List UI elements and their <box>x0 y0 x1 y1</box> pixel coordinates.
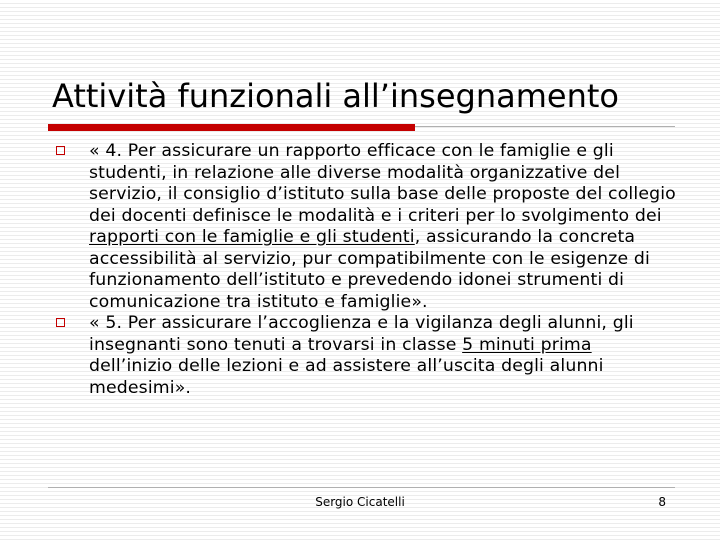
slide-title: Attività funzionali all’insegnamento <box>52 77 619 115</box>
bullet-text-part: « 5. Per assicurare l’accoglienza e la vigilanza degli alunni, gli insegnanti sono tenuti a trovarsi in classe <box>89 313 634 355</box>
underlined-text: 5 minuti prima <box>462 334 592 355</box>
bullet-item-5 <box>55 313 680 399</box>
bullet-item-4 <box>55 141 680 313</box>
page-number: 8 <box>658 495 666 509</box>
underlined-text: rapporti con le famiglie e gli studenti <box>89 227 415 247</box>
footer-divider <box>48 487 675 488</box>
footer-author: Sergio Cicatelli <box>315 495 405 509</box>
hollow-square-icon <box>56 146 65 155</box>
bullet-text-part: « 4. Per assicurare un rapporto efficace con le famiglie e gli studenti, in relazione alle diverse modalità organizzative del servizio, il consiglio d’istituto sulla base delle proposte del collegio dei docenti definisce le modalità e i criteri per lo svolgimento dei <box>89 141 676 226</box>
slide-body <box>55 141 680 399</box>
bullet-text-part: dell’inizio delle lezioni e ad assistere all’uscita degli alunni medesimi». <box>89 356 604 398</box>
hollow-square-icon <box>56 318 65 327</box>
bullet-text-part: , assicurando la concreta accessibilità al servizio, pur compatibilmente con le esigenze di funzionamento dell’istituto e prevedendo idonei strumenti di comunicazione tra istituto e famiglie». <box>89 227 650 312</box>
title-accent-bar <box>48 124 415 131</box>
